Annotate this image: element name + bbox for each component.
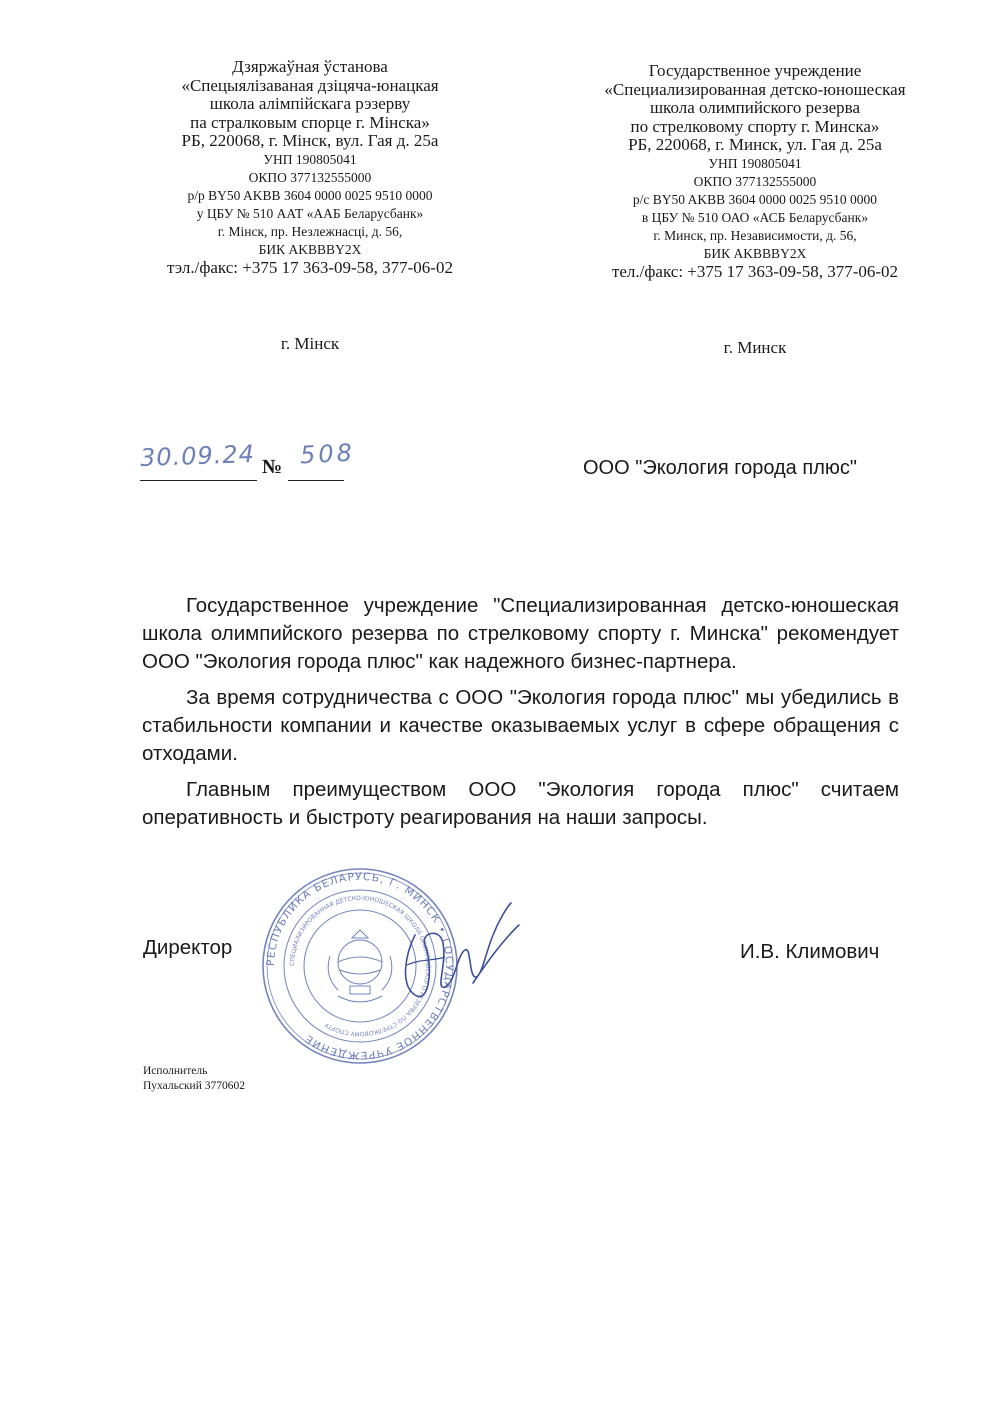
header-phone: тел./факс: +375 17 363-09-58, 377-06-02: [611, 261, 899, 281]
header-line: РБ, 220068, г. Минск, ул. Гая д. 25а: [628, 135, 882, 154]
stamp-inner-text: СПЕЦИАЛИЗИРОВАННАЯ ДЕТСКО-ЮНОШЕСКАЯ ШКОЛА ОЛИМПИЙСКОГО РЕЗЕРВА ПО СТРЕЛКОВОМУ СПОРТУ: [288, 894, 432, 1038]
addressee: ООО "Экология города плюс": [583, 457, 857, 479]
executor-label: Исполнитель: [143, 1065, 208, 1077]
header-belarusian: [110, 58, 510, 277]
header-line: Дзяржаўная ўстанова: [232, 57, 388, 76]
signatory-title: Директор: [143, 936, 233, 959]
number-sign: №: [262, 456, 283, 478]
registration-number: 508: [299, 438, 356, 470]
signatory-name: И.В. Климович: [740, 940, 880, 963]
date-underline: [140, 480, 257, 481]
header-line: па стралковым спорце г. Мінска»: [190, 112, 430, 132]
coat-of-arms-icon: [328, 930, 392, 1002]
header-line: Государственное учреждение: [648, 61, 862, 80]
header-detail: г. Минск, пр. Независимости, д. 56,: [653, 227, 857, 243]
header-detail: БИК AKBBBY2X: [258, 241, 362, 257]
executor-name: Пухальский 3770602: [143, 1080, 245, 1092]
header-line: школа алімпійскага рэзерву: [209, 94, 411, 113]
header-russian: [555, 62, 955, 281]
header-detail: р/с BY50 AKBB 3604 0000 0025 9510 0000: [632, 191, 878, 207]
body-paragraph: За время сотрудничества с ООО "Экология города плюс" мы убедились в стабильности компании и качестве оказываемых услуг в сфере обращения с отходами.: [142, 686, 899, 765]
header-city-by: г. Мінск: [280, 334, 340, 353]
header-detail: ОКПО 377132555000: [248, 169, 372, 185]
handwritten-signature: [385, 895, 525, 1015]
header-detail: г. Мінск, пр. Незлежнасці, д. 56,: [217, 223, 403, 239]
body-paragraph: Главным преимуществом ООО "Экология города плюс" считаем оперативность и быстроту реагирования на наши запросы.: [142, 778, 899, 829]
header-line: «Специализированная детско-юношеская: [604, 79, 906, 99]
registration-line: [139, 438, 356, 486]
number-underline: [288, 480, 344, 481]
header-line: РБ, 220068, г. Мінск, вул. Гая д. 25а: [181, 131, 439, 150]
letter-body: [142, 592, 899, 840]
header-detail: р/р BY50 AKBB 3604 0000 0025 9510 0000: [187, 187, 433, 203]
header-detail: в ЦБУ № 510 ОАО «АСБ Беларусбанк»: [641, 209, 869, 225]
header-detail: ОКПО 377132555000: [693, 173, 817, 189]
header-line: школа олимпийского резерва: [649, 98, 861, 117]
header-detail: УНП 190805041: [263, 151, 357, 167]
header-phone: тэл./факс: +375 17 363-09-58, 377-06-02: [167, 257, 453, 277]
header-city-ru: г. Минск: [723, 338, 787, 357]
header-detail: БИК AKBBBY2X: [703, 245, 807, 261]
executor-block: [143, 1064, 245, 1094]
body-paragraph: Государственное учреждение "Специализированная детско-юношеская школа олимпийского резерва по стрелковому спорту г. Минска" рекомендует ООО "Экология города плюс" как надежного бизнес-партнера.: [142, 594, 899, 673]
stamp-outer-text: РЕСПУБЛИКА БЕЛАРУСЬ, Г. МИНСК • ГОСУДАРСТВЕННОЕ УЧРЕЖДЕНИЕ: [264, 870, 456, 1062]
registration-date: 30.09.24: [139, 440, 256, 472]
header-line: «Спецыялізаваная дзіцяча-юнацкая: [181, 75, 439, 95]
header-line: по стрелковому спорту г. Минска»: [630, 116, 880, 136]
header-detail: у ЦБУ № 510 ААТ «ААБ Беларусбанк»: [196, 205, 424, 221]
header-detail: УНП 190805041: [708, 155, 802, 171]
